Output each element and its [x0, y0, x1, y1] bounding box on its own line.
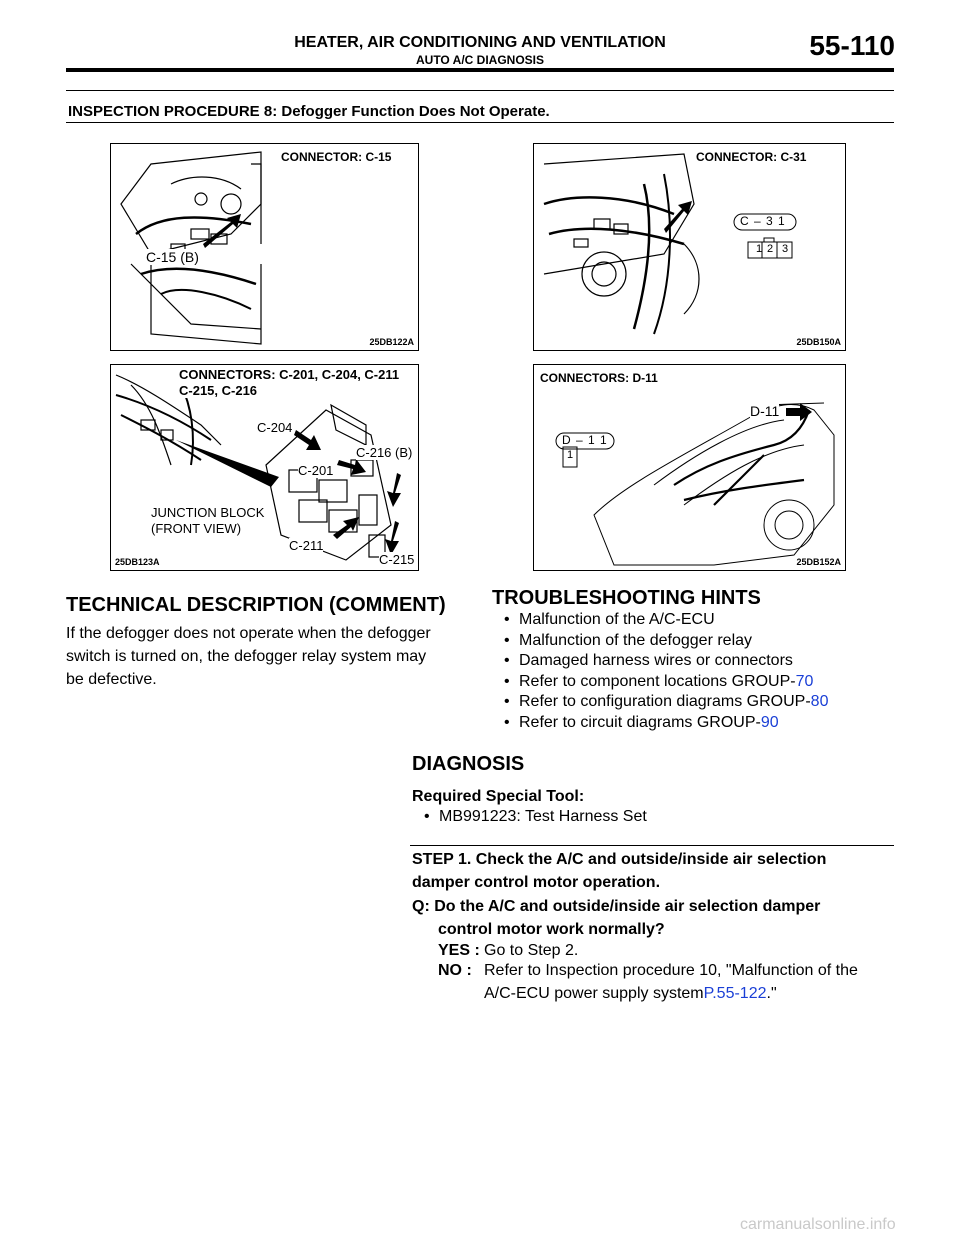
list-item: • Malfunction of the defogger relay [492, 631, 912, 652]
procedure-page-link[interactable]: P.55-122 [703, 985, 767, 1002]
vehicle-illustration [534, 365, 845, 570]
connector-label: D-11 [750, 403, 780, 419]
troubleshooting-title: TROUBLESHOOTING HINTS [492, 587, 761, 609]
group-link[interactable]: 80 [810, 693, 829, 710]
text-line: be defective. [66, 671, 157, 688]
technical-description-title: TECHNICAL DESCRIPTION (COMMENT) [66, 594, 446, 616]
junction-block-label: (FRONT VIEW) [151, 521, 242, 536]
text-line: switch is turned on, the defogger relay system may [66, 648, 427, 665]
connector-tag: D – 1 1 [562, 433, 608, 447]
list-item: • MB991223: Test Harness Set [412, 807, 862, 828]
section-title: HEATER, AIR CONDITIONING AND VENTILATION [294, 34, 666, 51]
figure-id: 25DB122A [369, 337, 414, 347]
header-rule [66, 68, 894, 72]
connector-label: C-15 (B) [146, 249, 199, 265]
arrow-icon [387, 473, 401, 507]
connector-label: C-201 [298, 463, 334, 478]
connector-tag: C – 3 1 [740, 214, 786, 228]
pin-number: 2 [766, 243, 774, 255]
procedure-title: INSPECTION PROCEDURE 8: Defogger Function Does Not Operate. [68, 103, 550, 120]
figure-caption: C-215, C-216 [179, 383, 258, 398]
list-item: • Malfunction of the A/C-ECU [492, 610, 912, 631]
text-line: If the defogger does not operate when the defogger [66, 625, 431, 642]
group-link[interactable]: 90 [760, 713, 779, 731]
step-1-question: Q: Do the A/C and outside/inside air selection damper control motor work normally? [412, 898, 821, 938]
pin-number: 3 [781, 243, 789, 255]
figure-id: 25DB123A [115, 557, 160, 567]
figure-caption: CONNECTORS: C-201, C-204, C-211 [179, 367, 400, 382]
figure-caption: CONNECTORS: D-11 [540, 371, 658, 385]
dashboard-illustration [534, 144, 845, 350]
figure-connector-c31 [533, 143, 846, 351]
connector-label: C-215 [379, 552, 415, 567]
procedure-rule-top [66, 90, 894, 91]
pin-number: 1 [566, 449, 574, 461]
figure-connector-c15 [110, 143, 419, 351]
pin-number: 1 [755, 243, 763, 255]
list-item: • Refer to component locations GROUP-70 [492, 672, 912, 693]
technical-description-body [66, 622, 466, 691]
special-tool-list [412, 807, 862, 828]
junction-block-label: JUNCTION BLOCK [151, 505, 265, 520]
arrow-icon [786, 403, 812, 421]
connector-label: C-204 [257, 420, 293, 435]
connector-label: C-211 [289, 538, 324, 553]
figure-caption: CONNECTOR: C-31 [696, 150, 807, 164]
troubleshooting-list [492, 610, 912, 733]
list-item: • Refer to configuration diagrams GROUP-80 [492, 692, 912, 713]
figure-connector-d11 [533, 364, 846, 571]
step-rule [410, 845, 894, 846]
list-item: • Refer to circuit diagrams GROUP-90 [492, 713, 912, 734]
no-answer: NO : Refer to Inspection procedure 10, "Malfunction of the A/C-ECU power supply systemP.55-122." [438, 962, 858, 1002]
arrow-icon [333, 517, 359, 539]
figure-junction-block [110, 364, 419, 571]
dashboard-illustration [111, 144, 418, 350]
list-item: • Damaged harness wires or connectors [492, 651, 912, 672]
special-tool-heading: Required Special Tool: [412, 788, 585, 805]
yes-answer: YES : Go to Step 2. [438, 942, 579, 959]
connector-label: C-216 (B) [356, 445, 413, 460]
section-subtitle: AUTO A/C DIAGNOSIS [415, 53, 544, 67]
group-link[interactable]: 70 [795, 672, 814, 690]
page-number: 55-110 [809, 30, 895, 61]
procedure-rule-bottom [66, 122, 894, 123]
junction-block-illustration [111, 365, 418, 570]
arrow-icon [385, 521, 399, 555]
watermark-text: carmanualsonline.info [740, 1216, 896, 1233]
figure-caption: CONNECTOR: C-15 [281, 150, 392, 164]
arrow-icon [294, 430, 321, 450]
step-1-heading: STEP 1. Check the A/C and outside/inside air selection damper control motor operation. [412, 851, 827, 891]
figure-id: 25DB150A [796, 337, 841, 347]
diagnosis-title: DIAGNOSIS [412, 753, 525, 775]
figure-id: 25DB152A [796, 557, 841, 567]
